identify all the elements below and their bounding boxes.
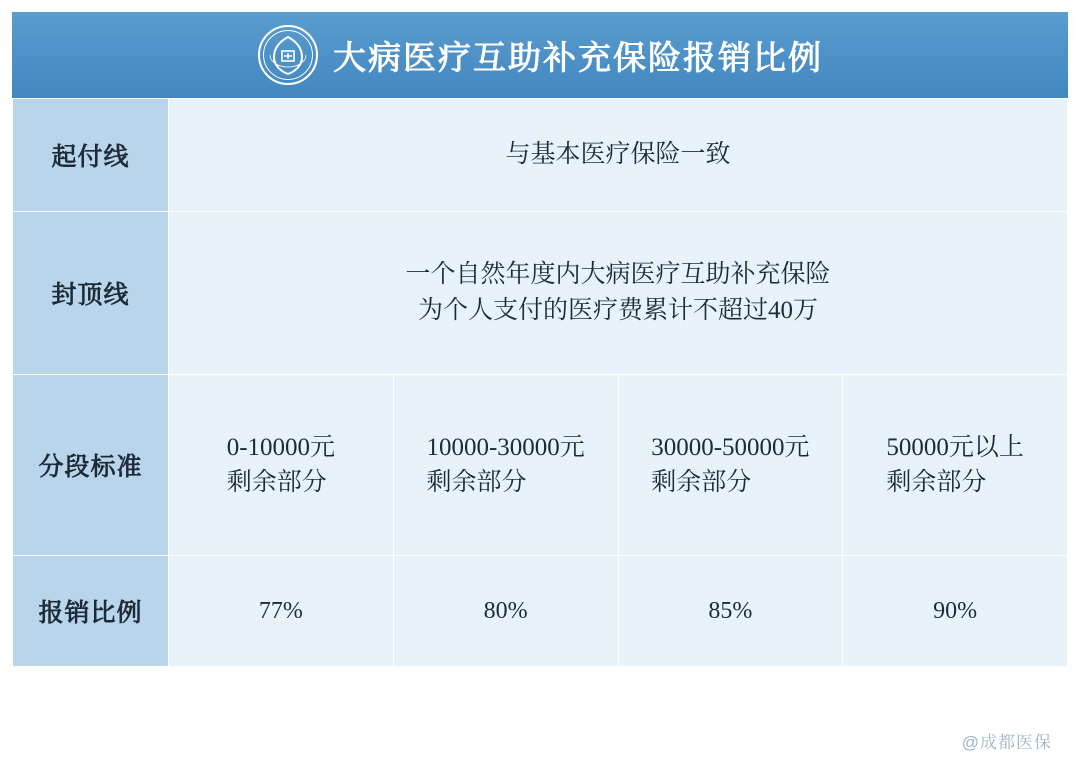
ratio-cell-1: 77%: [169, 556, 394, 667]
segment-3-note: 剩余部分: [651, 469, 752, 496]
table-row-segments: [13, 375, 1068, 556]
cap-text-line-1: 一个自然年度内大病医疗互助补充保险: [405, 260, 831, 288]
cap-text-line-2: 为个人支付的医疗费累计不超过40万: [417, 297, 818, 324]
segment-1-note: 剩余部分: [226, 469, 327, 496]
reimbursement-table: [12, 98, 1068, 667]
table-row-cap: [13, 212, 1068, 375]
segment-2-range: 10000-30000元: [426, 434, 585, 461]
ratio-cell-3: 85%: [618, 556, 843, 667]
segment-cell-3: [618, 375, 843, 556]
segment-cell-4: [843, 375, 1068, 556]
ratio-cell-4: 90%: [843, 556, 1068, 667]
table-row-deductible: [13, 99, 1068, 212]
row-label-cap: 封顶线: [13, 212, 169, 375]
row-label-ratios: 报销比例: [13, 556, 169, 667]
segment-cell-2: [393, 375, 618, 556]
table-row-ratios: [13, 556, 1068, 667]
segment-1-range: 0-10000元: [226, 434, 336, 461]
page-title: 大病医疗互助补充保险报销比例: [333, 40, 823, 77]
ratio-cell-2: 80%: [393, 556, 618, 667]
row-value-cap: [169, 212, 1068, 375]
segment-2-note: 剩余部分: [426, 469, 527, 496]
row-label-deductible: 起付线: [13, 99, 169, 212]
row-label-segments: 分段标准: [13, 375, 169, 556]
segment-3-range: 30000-50000元: [651, 434, 810, 461]
segment-cell-1: [169, 375, 394, 556]
segment-4-range: 50000元以上: [886, 434, 1024, 461]
watermark: @成都医保: [961, 733, 1052, 752]
medical-insurance-emblem-icon: [257, 24, 319, 86]
row-value-deductible: 与基本医疗保险一致: [169, 99, 1068, 212]
title-bar: [12, 12, 1068, 98]
segment-4-note: 剩余部分: [886, 469, 987, 496]
